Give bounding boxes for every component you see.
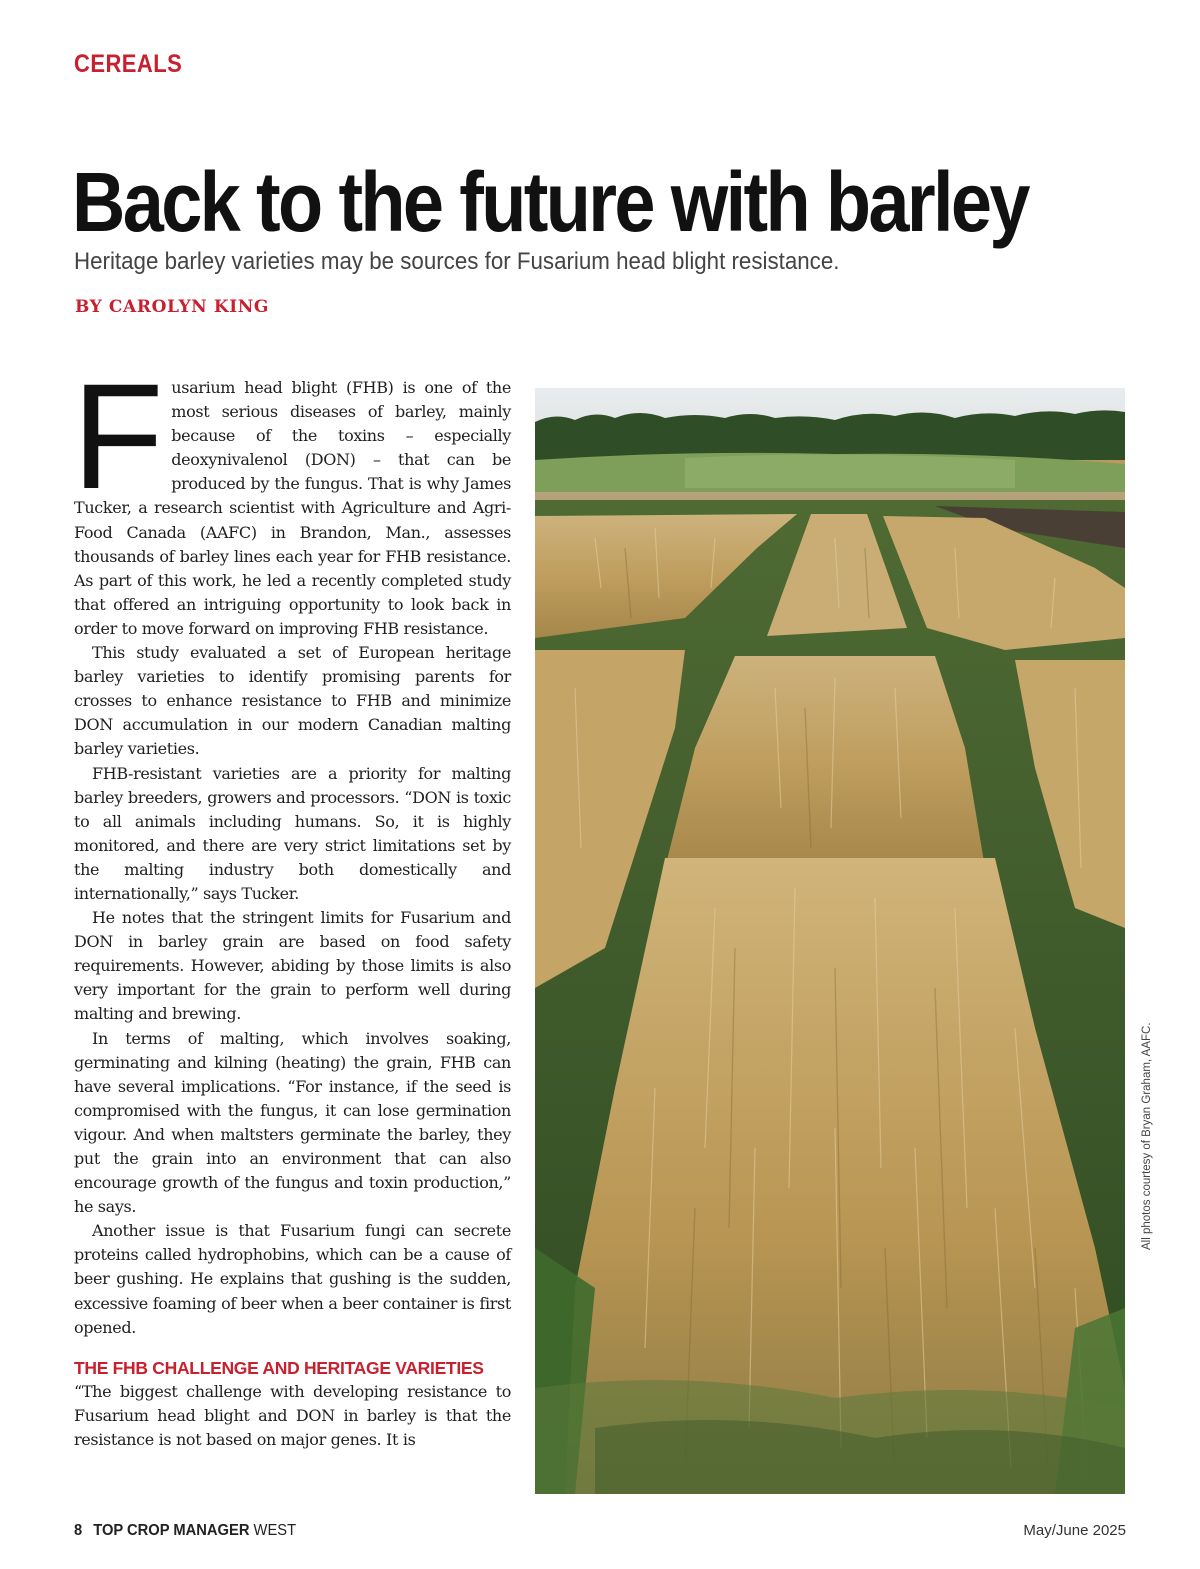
article-paragraph: FHB-resistant varieties are a priority for malting barley breeders, growers and processors. “DON is toxic to all animals including humans. So, it is highly monitored, and there are very strict limitations set by the malting industry both domestically and internationally,” says Tucker. — [74, 763, 511, 903]
photo-credit-text: All photos courtesy of Bryan Graham, AAFC. — [1141, 1022, 1153, 1250]
headline: Back to the future with barley — [72, 155, 1028, 249]
section-subhead: THE FHB CHALLENGE AND HERITAGE VARIETIES — [74, 1357, 484, 1378]
section-label: CEREALS — [74, 50, 183, 78]
article-body — [72, 352, 511, 1452]
page-number: 8 — [74, 1522, 83, 1539]
article-paragraph: Another issue is that Fusarium fungi can secrete proteins called hydrophobins, which can be a cause of beer gushing. He explains that gushing is the sudden, excessive foaming of beer when a beer container is first opened. — [74, 1221, 511, 1337]
article-paragraph — [72, 352, 511, 641]
article-paragraph: “The biggest challenge with developing resistance to Fusarium head blight and DON in barley is that the resistance is not based on major genes. It is — [74, 1381, 511, 1449]
paragraph-text: usarium head blight (FHB) is one of the most serious diseases of barley, mainly because of the toxins – especially deoxynivalenol (DON) – that can be produced by the fungus. That is why James Tucker, a research scientist with Agriculture and Agri-Food Canada (AAFC) in Brandon, Man., assesses thousands of barley lines each year for FHB resistance. As part of this work, he led a recently completed study that offered an intriguing opportunity to look back in order to move forward on improving FHB resistance. — [74, 378, 511, 638]
drop-cap: F — [72, 352, 164, 520]
article-paragraph: This study evaluated a set of European heritage barley varieties to identify promising parents for crosses to enhance resistance to FHB and minimize DON accumulation in our modern Canadian malting barley varieties. — [74, 643, 511, 759]
article-paragraph: In terms of malting, which involves soaking, germinating and kilning (heating) the grain, FHB can have several implications. “For instance, if the seed is compromised with the fungus, it can lose germination vigour. And when maltsters germinate the barley, they put the grain into an environment that can also encourage growth of the fungus and toxin production,” he says. — [74, 1028, 511, 1217]
barley-field-photo — [535, 388, 1125, 1494]
deck-subtitle: Heritage barley varieties may be sources for Fusarium head blight resistance. — [74, 248, 840, 275]
issue-date: May/June 2025 — [1023, 1522, 1126, 1539]
footer-publication — [74, 1522, 296, 1540]
publication-name: TOP CROP MANAGER — [93, 1522, 250, 1539]
byline: BY CAROLYN KING — [75, 297, 270, 317]
publication-edition: WEST — [253, 1522, 297, 1539]
article-paragraph: He notes that the stringent limits for Fusarium and DON in barley grain are based on food safety requirements. However, abiding by those limits is also very important for the grain to perform well during malting and brewing. — [74, 908, 511, 1024]
